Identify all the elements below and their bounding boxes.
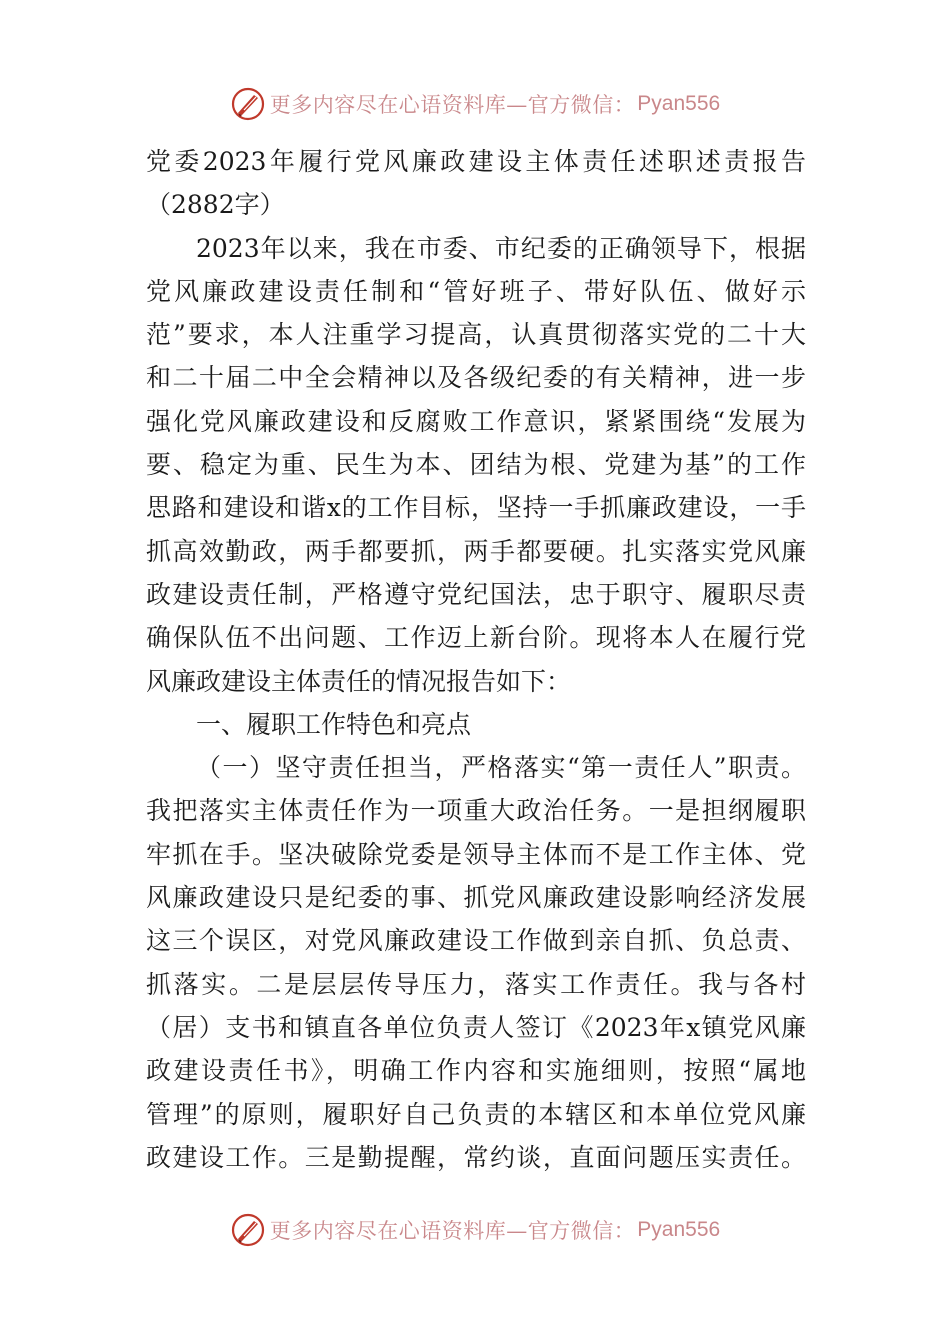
text-line: 强化党风廉政建设和反腐败工作意识，紧紧围绕“发展为 xyxy=(146,406,806,436)
text-line: 我把落实主体责任作为一项重大政治任务。一是担纲履职 xyxy=(146,796,806,826)
text-line: 2023年以来，我在市委、市纪委的正确领导下，根据 xyxy=(196,233,806,263)
header-watermark xyxy=(0,84,950,124)
text-line: 牢抓在手。坚决破除党委是领导主体而不是工作主体、党 xyxy=(146,839,806,869)
text-line: 党风廉政建设责任制和“管好班子、带好队伍、做好示 xyxy=(146,276,806,306)
text-line: 党委2023年履行党风廉政建设主体责任述职述责报告 xyxy=(146,147,806,176)
watermark-account: Pyan556 xyxy=(637,92,721,115)
text-line: 一、履职工作特色和亮点 xyxy=(196,709,472,739)
watermark-text: 更多内容尽在心语资料库—官方微信： xyxy=(269,1219,636,1243)
text-line: （2882字） xyxy=(146,190,285,220)
text-line: 风廉政建设主体责任的情况报告如下： xyxy=(146,666,572,696)
pen-logo-icon xyxy=(230,1212,266,1248)
watermark-account: Pyan556 xyxy=(637,1218,721,1241)
text-line: 政建设责任书》，明确工作内容和实施细则，按照“属地 xyxy=(146,1056,806,1086)
text-line: 抓高效勤政，两手都要抓，两手都要硬。扎实落实党风廉 xyxy=(146,536,806,566)
text-line: 要、稳定为重、民生为本、团结为根、党建为基”的工作 xyxy=(146,450,806,480)
text-line: 和二十届二中全会精神以及各级纪委的有关精神，进一步 xyxy=(146,363,806,393)
text-line: 确保队伍不出问题、工作迈上新台阶。现将本人在履行党 xyxy=(146,623,806,653)
text-line: （一）坚守责任担当，严格落实“第一责任人”职责。 xyxy=(196,753,806,783)
text-line: 思路和建设和谐x的工作目标，坚持一手抓廉政建设，一手 xyxy=(146,493,806,523)
text-line: （居）支书和镇直各单位负责人签订《2023年x镇党风廉 xyxy=(146,1012,806,1042)
text-line: 范”要求，本人注重学习提高，认真贯彻落实党的二十大 xyxy=(146,320,806,350)
text-line: 风廉政建设只是纪委的事、抓党风廉政建设影响经济发展 xyxy=(146,883,806,913)
text-line: 这三个误区，对党风廉政建设工作做到亲自抓、负总责、 xyxy=(146,926,806,956)
text-line: 政建设责任制，严格遵守党纪国法，忠于职守、履职尽责 xyxy=(146,579,806,609)
footer-watermark xyxy=(0,1210,950,1250)
pen-logo-icon xyxy=(230,86,266,122)
text-line: 政建设工作。三是勤提醒，常约谈，直面问题压实责任。 xyxy=(146,1142,806,1172)
watermark-text: 更多内容尽在心语资料库—官方微信： xyxy=(269,93,636,117)
text-line: 抓落实。二是层层传导压力，落实工作责任。我与各村 xyxy=(146,969,806,999)
document-body xyxy=(146,140,806,1179)
text-line: 管理”的原则，履职好自己负责的本辖区和本单位党风廉 xyxy=(146,1099,806,1129)
